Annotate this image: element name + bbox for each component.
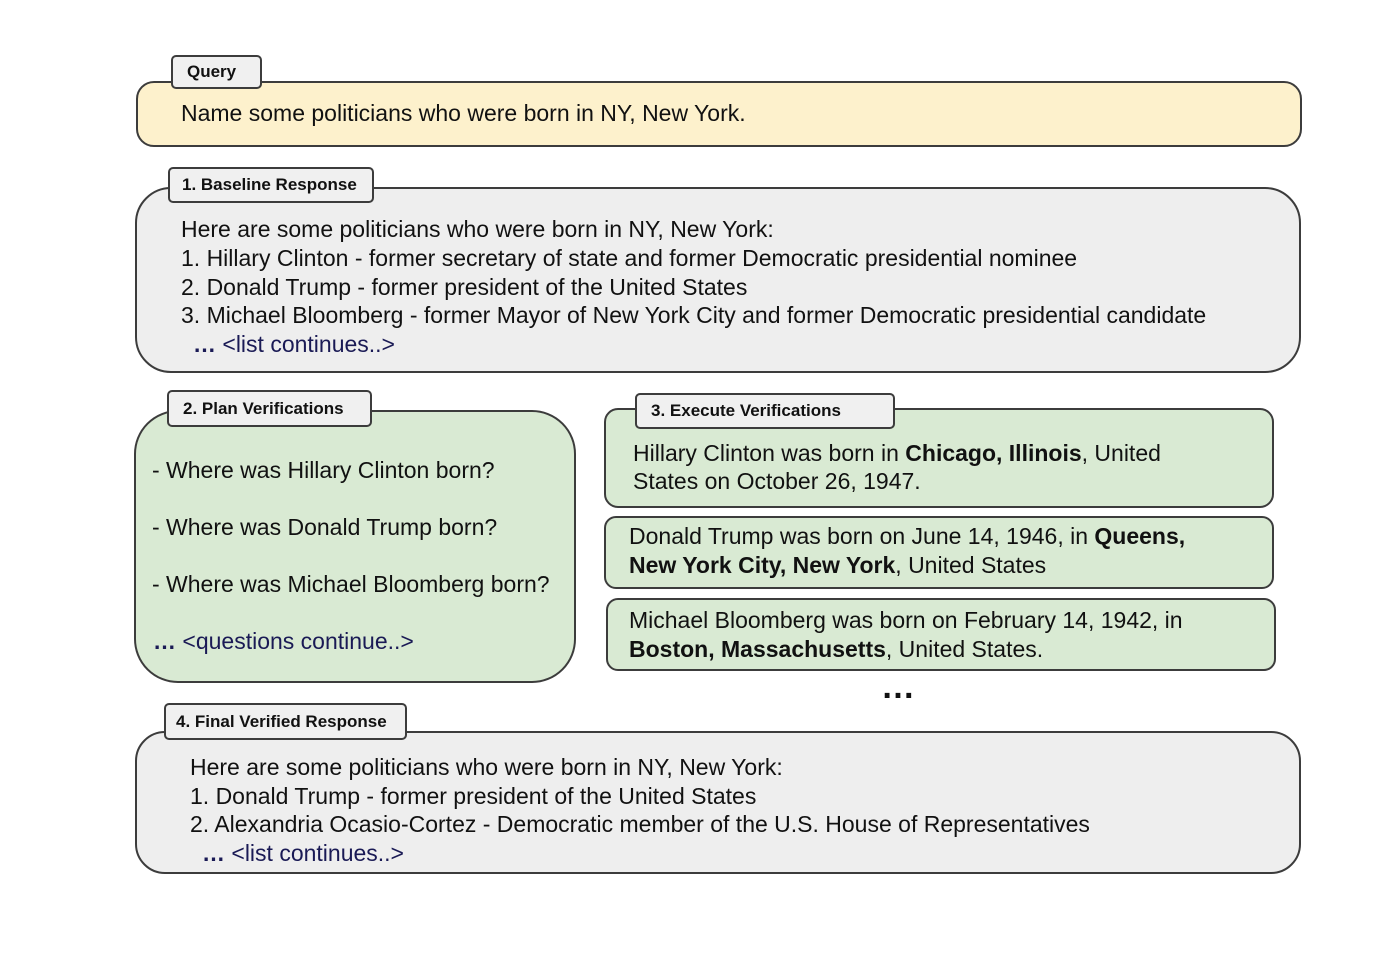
final-item-2: 2. Alexandria Ocasio-Cortez - Democratic member of the U.S. House of Representatives [190,811,1090,837]
execute-answer-1-line-2: States on October 26, 1947. [633,468,921,494]
plan-continue-text: <questions continue..> [182,628,414,654]
baseline-list-continues [193,330,395,359]
execute-answer-2-line-2 [629,551,1046,580]
baseline-item-1: 1. Hillary Clinton - former secretary of state and former Democratic presidential nominee [181,245,1078,271]
execute-answer-3-line-1: Michael Bloomberg was born on February 14, 1942, in [629,607,1183,633]
final-item-1: 1. Donald Trump - former president of the United States [190,783,757,809]
plan-question-1: - Where was Hillary Clinton born? [152,457,495,483]
baseline-continue-text: <list continues..> [222,331,395,357]
answer-1-birthplace: Chicago, Illinois [905,440,1082,466]
execute-answer-3-line-2 [629,635,1043,664]
final-intro: Here are some politicians who were born in NY, New York: [190,754,783,780]
final-continue-text: <list continues..> [231,840,404,866]
execute-answer-2-line-1 [629,522,1185,551]
final-continue-dots: … [202,840,225,866]
plan-question-2: - Where was Donald Trump born? [152,514,498,540]
answer-1-pre: Hillary Clinton was born in [633,440,906,466]
final-list-continues [202,839,404,868]
query-text: Name some politicians who were born in NY, New York. [181,100,746,126]
answer-2-birthplace-part-1: Queens, [1094,523,1186,549]
baseline-item-2: 2. Donald Trump - former president of the United States [181,274,748,300]
answer-2-pre: Donald Trump was born on June 14, 1946, in [629,523,1095,549]
baseline-response-tab: 1. Baseline Response [168,167,374,203]
final-response-tab: 4. Final Verified Response [164,703,407,740]
answer-2-birthplace-part-2: New York City, New York [629,552,896,578]
query-tab: Query [171,55,262,89]
baseline-intro: Here are some politicians who were born in NY, New York: [181,216,774,242]
answer-2-post: , United States [895,552,1047,578]
answer-3-birthplace: Boston, Massachusetts [629,636,886,662]
execute-verifications-tab: 3. Execute Verifications [635,393,895,429]
plan-verifications-tab: 2. Plan Verifications [167,390,372,427]
execute-answer-1-line-1 [633,439,1161,468]
baseline-item-3: 3. Michael Bloomberg - former Mayor of New York City and former Democratic presidential candidate [181,302,1207,328]
baseline-continue-dots: … [193,331,216,357]
answer-1-post: , United [1081,440,1161,466]
execute-more-ellipsis: … [881,668,915,706]
plan-questions-continue [153,627,414,656]
plan-question-3: - Where was Michael Bloomberg born? [152,571,550,597]
plan-continue-dots: … [153,628,176,654]
answer-3-post: , United States. [885,636,1044,662]
